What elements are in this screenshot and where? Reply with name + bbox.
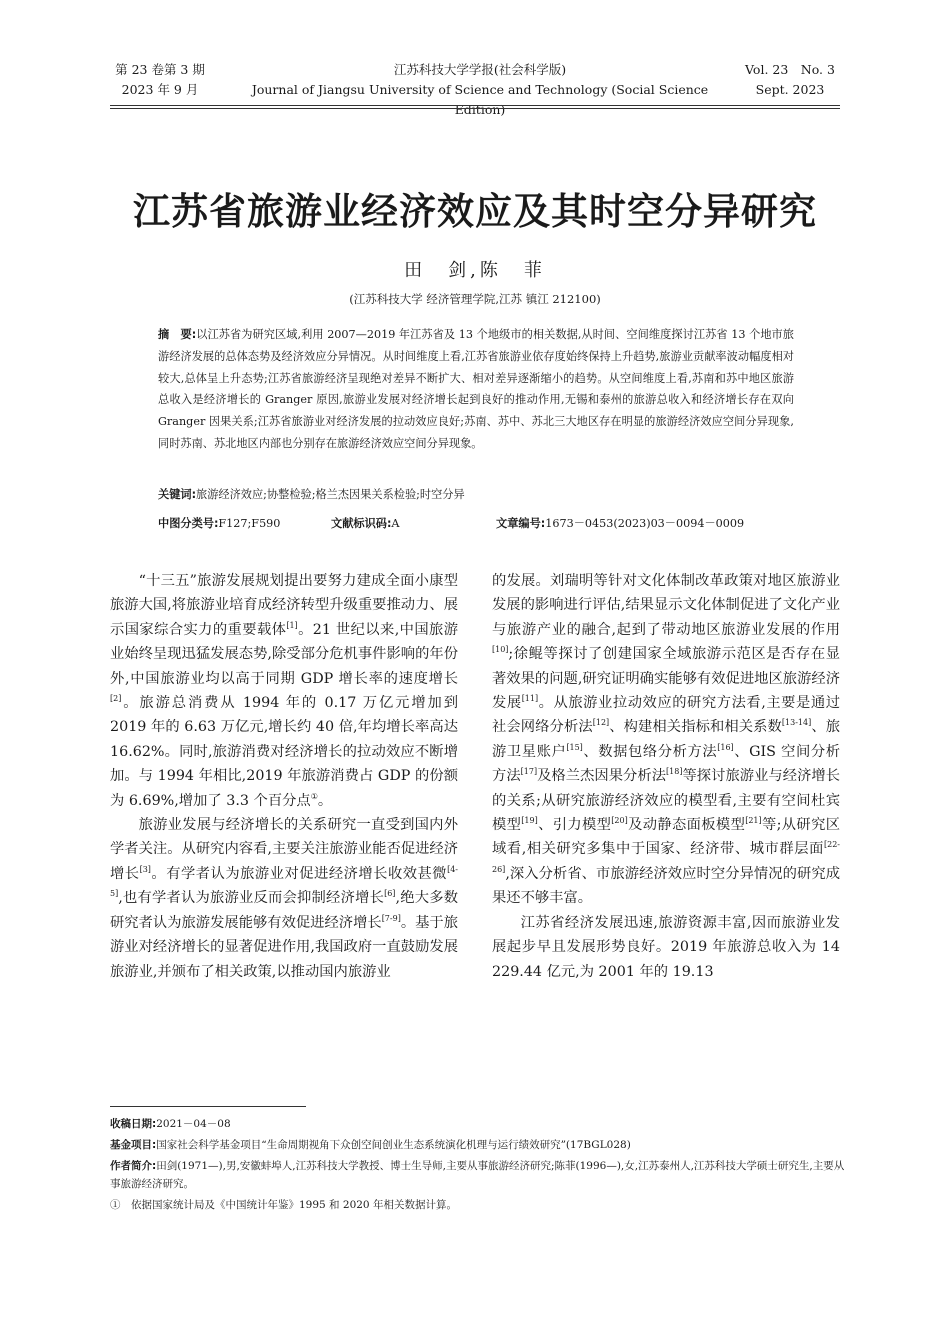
keywords-text: 旅游经济效应;协整检验;格兰杰因果关系检验;时空分异 (196, 488, 465, 501)
header-issue-cn (110, 60, 210, 100)
text-run: ,绝大多数研究者认为旅游发展能够有效促进经济增长 (110, 890, 459, 931)
citation: [1] (286, 621, 298, 631)
text-run: 及格兰杰因果分析法 (537, 768, 667, 785)
citation: [3] (139, 865, 151, 875)
citation: [15] (566, 743, 583, 753)
text-run: 、旅游卫星账户 (492, 719, 841, 760)
text-run: “十三五”旅游发展规划提出要努力建成全面小康型旅游大国,将旅游业培育成经济转型升级重要推动力、展示国家综合实力的重要载体 (110, 573, 458, 638)
footnote-1 (110, 1197, 845, 1215)
volume-en: Vol. 23 No. 3 (745, 62, 835, 77)
author-info (110, 1158, 845, 1193)
text-run: 。旅游总消费从 1994 年的 0.17 万亿元增加到 2019 年的 6.63 万亿元,增长约 40 倍,年均增长率高达 16.62%。同时,旅游消费对经济增长的拉动效应不断增加。与 1994 年相比,2019 年旅游消费占 GDP 的份额为 6.69%,增加了 3.3 个百分点 (110, 695, 458, 809)
text-run: 的发展。刘瑞明等针对文化体制改革政策对地区旅游业发展的影响进行评估,结果显示文化体制促进了文化产业与旅游产业的融合,起到了带动地区旅游业发展的作用 (492, 573, 840, 638)
footnote-mark: ① (110, 1199, 121, 1211)
received-label: 收稿日期: (110, 1118, 157, 1130)
art-label: 文章编号: (496, 517, 546, 530)
fund-value: 国家社会科学基金项目“生命周期视角下众创空间创业生态系统演化机理与运行绩效研究”(17BGL028) (156, 1139, 631, 1151)
citation: [18] (666, 767, 683, 777)
text-run: 、数据包络分析方法 (582, 743, 718, 760)
citation: [20] (611, 816, 628, 826)
abstract-label: 摘 要: (158, 328, 197, 341)
paragraph (110, 813, 458, 984)
journal-name-cn: 江苏科技大学学报(社会科学版) (393, 62, 567, 77)
paragraph (492, 569, 840, 911)
text-run: 江苏省经济发展迅速,旅游资源丰富,因而旅游业发展起步早且发展形势良好。2019 年旅游总收入为 14 229.44 亿元,为 2001 年的 19.13 (492, 914, 840, 980)
author-label: 作者简介: (110, 1160, 157, 1172)
author-value: 田剑(1971—),男,安徽蚌埠人,江苏科技大学教授、博士生导师,主要从事旅游经济研究;陈菲(1996—),女,江苏泰州人,江苏科技大学硕士研究生,主要从事旅游经济研究。 (110, 1160, 845, 1190)
received-value: 2021－04－08 (156, 1118, 231, 1130)
clc-number (158, 514, 280, 534)
text-run: 及动静态面板模型 (627, 817, 746, 834)
keywords (158, 485, 794, 505)
abstract (158, 324, 794, 455)
text-run: 等探讨旅游业与经济增长的关系;从研究旅游经济效应的模型看,主要有空间杜宾模型 (492, 768, 841, 834)
text-run: ,深入分析省、市旅游经济效应时空分异情况的研究成果还不够丰富。 (492, 865, 840, 907)
text-run: 旅游业发展与经济增长的关系研究一直受到国内外学者关注。从研究内容看,主要关注旅游业能否促进经济增长 (110, 817, 458, 882)
text-run: 。 (317, 792, 333, 809)
affiliation: (江苏科技大学 经济管理学院,江苏 镇江 212100) (349, 292, 601, 306)
citation: [21] (745, 816, 762, 826)
citation: [6] (384, 889, 396, 899)
footnote-rule (110, 1106, 306, 1107)
citation: [13-14] (781, 718, 812, 728)
date-cn: 2023 年 9 月 (121, 82, 199, 97)
citation: [11] (521, 694, 539, 704)
keywords-label: 关键词: (158, 488, 197, 501)
abstract-text: 以江苏省为研究区域,利用 2007—2019 年江苏省及 13 个地级市的相关数据,从时间、空间维度探讨江苏省 13 个地市旅游经济发展的总体态势及经济效应分异情况。从时间维度上看,江苏省旅游业依存度始终保持上升趋势,旅游业贡献率波动幅度相对较大,总体呈上升态势;江苏省旅游经济呈现绝对差异不断扩大、相对差异逐渐缩小的趋势。从空间维度上看,苏南和苏中地区旅游总收入是经济增长的 Granger 原因,旅游业发展对经济增长起到良好的推动作用,无锡和泰州的旅游总收入和经济增长存在双向 Granger 因果关系;江苏省旅游业对经济发展的拉动效应良好;苏南、苏中、苏北三大地区存在明显的旅游经济效应空间分异现象,同时苏南、苏北地区内部也分别存在旅游经济效应空间分异现象。 (158, 328, 794, 450)
document-code (331, 514, 400, 534)
citation: [10] (492, 645, 509, 655)
text-run: 。基于旅游业对经济增长的显著促进作用,我国政府一直鼓励发展旅游业,并颁布了相关政策,以推动国内旅游业 (110, 914, 459, 980)
citation: [4-5] (110, 865, 459, 899)
volume-cn: 第 23 卷第 3 期 (115, 62, 205, 77)
text-run: 、引力模型 (537, 817, 612, 834)
paragraph (492, 911, 840, 984)
running-header (110, 60, 840, 117)
header-journal (230, 60, 730, 120)
text-run: 、构建相关指标和相关系数 (609, 719, 782, 736)
citation: [17] (520, 767, 538, 777)
fund-label: 基金项目: (110, 1139, 157, 1151)
text-run: ,也有学者认为旅游业反而会抑制经济增长 (118, 890, 385, 907)
text-run: ;徐鲲等探讨了创建国家全域旅游示范区是否存在显著效果的问题,研究证明确实能够有效促进地区旅游经济发展 (492, 646, 840, 712)
doc-value: A (391, 517, 400, 530)
paragraph (110, 569, 458, 813)
text-run: 。从旅游业拉动效应的研究方法看,主要是通过社会网络分析法 (492, 695, 841, 736)
clc-value: F127;F590 (218, 517, 281, 530)
header-issue-en (740, 60, 840, 100)
article-number (496, 514, 744, 534)
received-date (110, 1116, 845, 1134)
body-column-left (110, 569, 458, 984)
citation: [12] (592, 718, 610, 728)
date-en: Sept. 2023 (755, 82, 825, 97)
art-value: 1673－0453(2023)03－0094－0009 (545, 517, 745, 530)
body-column-right (492, 569, 840, 984)
citation: [19] (521, 816, 538, 826)
authors: 田 剑,陈 菲 (404, 260, 546, 281)
text-run: 、GIS 空间分析方法 (492, 743, 841, 785)
citation: [2] (110, 694, 122, 704)
fund-info (110, 1137, 845, 1155)
journal-name-en: Journal of Jiangsu University of Science and Technology (Social Science Edition) (251, 82, 709, 117)
header-rule (110, 105, 840, 106)
text-run: 。21 世纪以来,中国旅游业始终呈现迅猛发展态势,除受部分危机事件影响的年份外,中国旅游业均以高于同期 GDP 增长率的速度增长 (110, 621, 459, 687)
doc-label: 文献标识码: (331, 517, 392, 530)
citation: [7-9] (381, 913, 401, 923)
citation: [16] (717, 743, 734, 753)
text-run: 。有学者认为旅游业对促进经济增长收效甚微 (150, 865, 448, 882)
footnote-text: 依据国家统计局及《中国统计年鉴》1995 和 2020 年相关数据计算。 (131, 1199, 457, 1211)
paper-title: 江苏省旅游业经济效应及其时空分异研究 (133, 189, 817, 233)
citation: [22-26] (492, 840, 840, 875)
footnote-mark: ① (310, 791, 318, 801)
text-run: 等;从研究区域看,相关研究多集中于国家、经济带、城市群层面 (492, 817, 841, 858)
clc-label: 中图分类号: (158, 517, 219, 530)
header-rule-thin (110, 108, 840, 109)
